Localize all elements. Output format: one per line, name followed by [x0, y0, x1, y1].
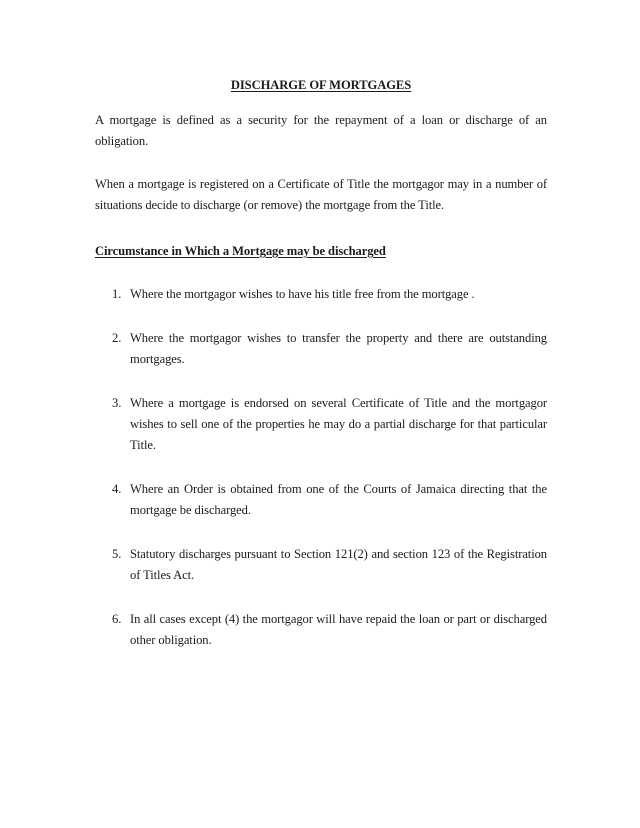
list-item-5-number: 5.	[112, 547, 122, 561]
list-item-6	[95, 609, 547, 651]
list-item-4	[95, 479, 547, 521]
list-item-5-text: Statutory discharges pursuant to Section 121(2) and section 123 of the Registration of Titles Act.	[130, 547, 547, 582]
list-item-3-number: 3.	[112, 396, 122, 410]
section-heading: Circumstance in Which a Mortgage may be discharged	[95, 244, 386, 258]
list-item-2	[95, 328, 547, 370]
list-item-6-number: 6.	[112, 612, 122, 626]
document-title: DISCHARGE OF MORTGAGES	[230, 78, 412, 92]
list-item-1-text: Where the mortgagor wishes to have his title free from the mortgage .	[130, 287, 475, 301]
list-item-2-text: Where the mortgagor wishes to transfer the property and there are outstanding mortgages.	[130, 331, 547, 366]
list-item-1	[95, 284, 547, 305]
intro-paragraph-1: A mortgage is defined as a security for the repayment of a loan or discharge of an obligation.	[95, 113, 547, 148]
numbered-list	[95, 284, 547, 651]
intro-paragraph-2: When a mortgage is registered on a Certificate of Title the mortgagor may in a number of situations decide to discharge (or remove) the mortgage from the Title.	[95, 177, 547, 212]
list-item-4-text: Where an Order is obtained from one of the Courts of Jamaica directing that the mortgage be discharged.	[130, 482, 547, 517]
list-item-6-text: In all cases except (4) the mortgagor will have repaid the loan or part or discharged other obligation.	[130, 612, 547, 647]
list-item-1-number: 1.	[112, 287, 122, 301]
list-item-5	[95, 544, 547, 586]
list-item-3-text: Where a mortgage is endorsed on several Certificate of Title and the mortgagor wishes to sell one of the properties he may do a partial discharge for that particular Title.	[130, 396, 547, 452]
list-item-2-number: 2.	[112, 331, 122, 345]
list-item-4-number: 4.	[112, 482, 122, 496]
list-item-3	[95, 393, 547, 456]
